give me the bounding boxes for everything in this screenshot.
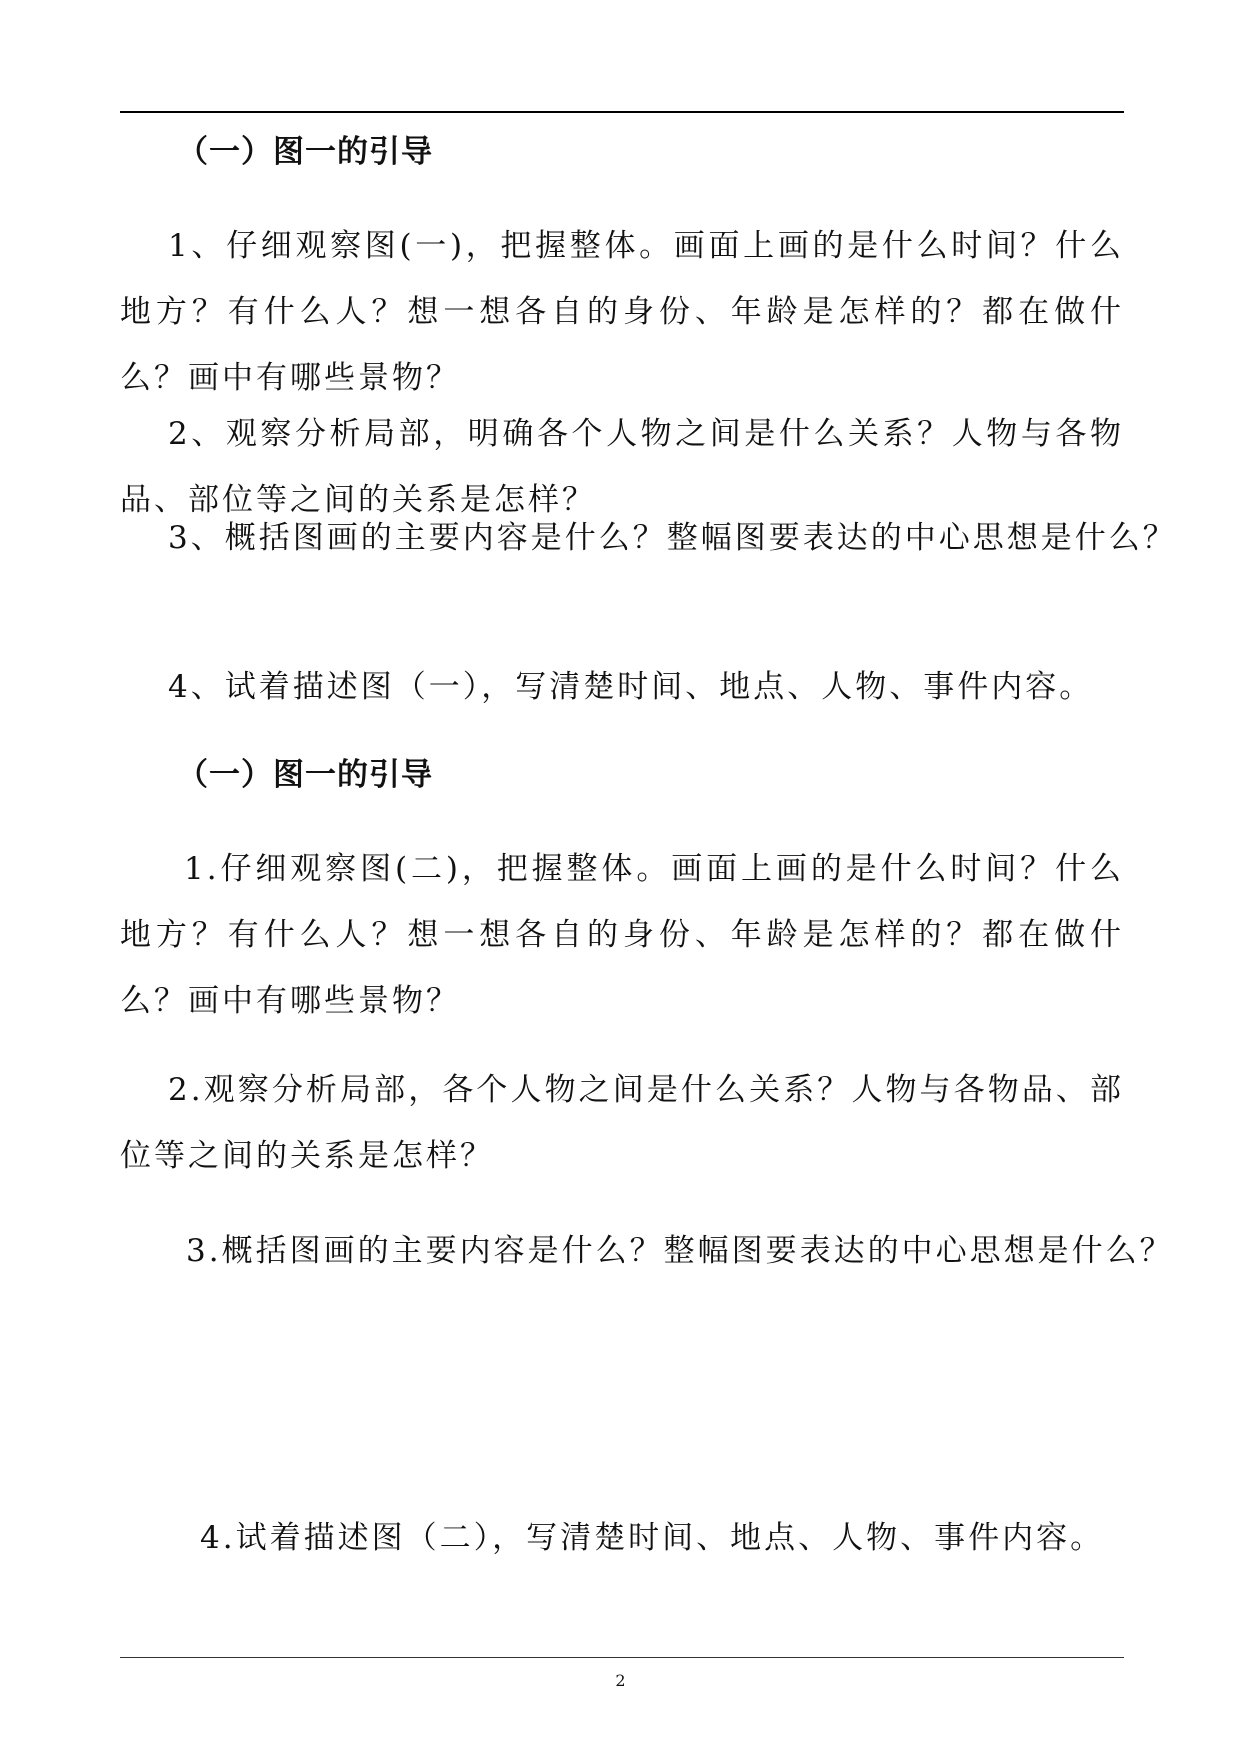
section2-heading: （一）图一的引导 (177, 757, 433, 793)
header-rule (120, 111, 1124, 113)
section1-item1: 1、仔细观察图(一)，把握整体。画面上画的是什么时间？什么地方？有什么人？想一想各自的身份、年龄是怎样的？都在做什么？画中有哪些景物？ (120, 228, 1124, 396)
section2-item2: 2.观察分析局部，各个人物之间是什么关系？人物与各物品、部位等之间的关系是怎样？ (120, 1072, 1124, 1174)
section1-item4: 4、试着描述图（一），写清楚时间、地点、人物、事件内容。 (168, 669, 1094, 705)
section2-item3: 3.概括图画的主要内容是什么？整幅图要表达的中心思想是什么？ (186, 1233, 1174, 1269)
section2-item1: 1.仔细观察图(二)，把握整体。画面上画的是什么时间？什么地方？有什么人？想一想各自的身份、年龄是怎样的？都在做什么？画中有哪些景物？ (120, 851, 1124, 1019)
footer-rule (120, 1657, 1124, 1658)
section1-item3: 3、概括图画的主要内容是什么？整幅图要表达的中心思想是什么？ (168, 520, 1177, 556)
section1-item2: 2、观察分析局部，明确各个人物之间是什么关系？人物与各物品、部位等之间的关系是怎样？ (120, 416, 1124, 518)
page-number: 2 (615, 1671, 626, 1690)
section1-heading: （一）图一的引导 (177, 134, 433, 170)
section2-item4: 4.试着描述图（二），写清楚时间、地点、人物、事件内容。 (200, 1520, 1105, 1556)
